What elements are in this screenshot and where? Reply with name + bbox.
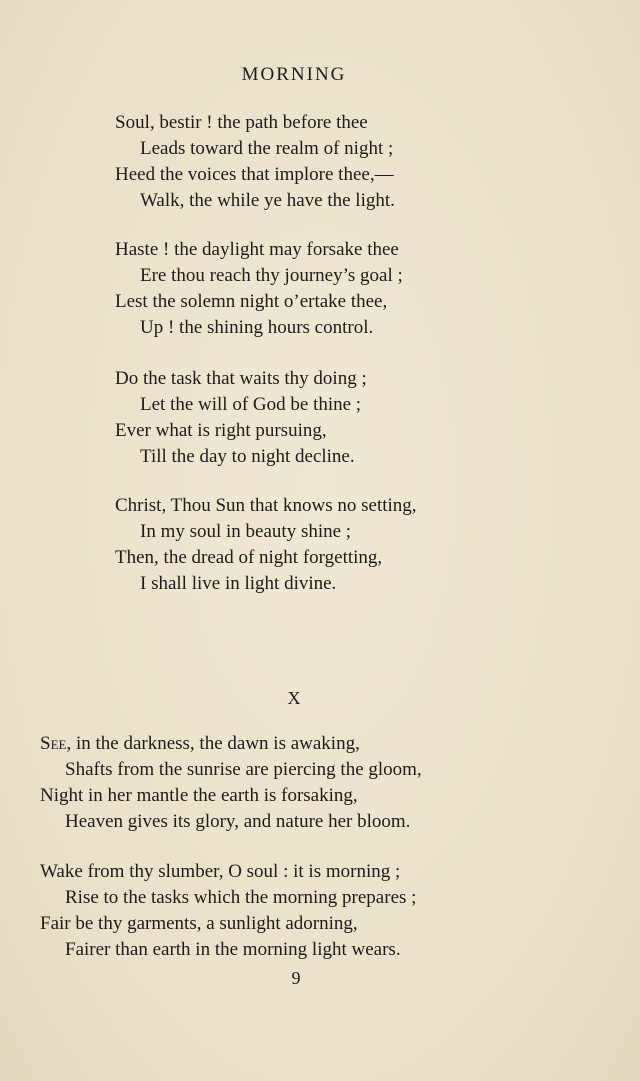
verse-line: Haste ! the daylight may forsake thee [115,239,399,260]
verse-line: Till the day to night decline. [140,446,355,467]
verse-line: Night in her mantle the earth is forsaking, [40,785,358,806]
poem-two-stanza-1 [40,731,422,835]
poem-one-stanza-2 [115,237,403,341]
poem-two-stanza-2 [40,859,416,963]
page-number: 9 [291,968,301,988]
verse-line: Wake from thy slumber, O soul : it is morning ; [40,861,401,882]
verse-line: Fair be thy garments, a sunlight adorning, [40,913,358,934]
verse-line-rest: in the darkness, the dawn is awaking, [71,733,360,754]
poem-one-stanza-1 [115,110,395,214]
verse-line: Let the will of God be thine ; [140,394,362,415]
verse-line: Shafts from the sunrise are piercing the gloom, [65,759,422,780]
verse-line: Lest the solemn night o’ertake thee, [115,291,388,312]
page-heading: MORNING [241,64,347,85]
verse-line: Walk, the while ye have the light. [140,190,395,211]
verse-line: Do the task that waits thy doing ; [115,368,367,389]
verse-line: Heed the voices that implore thee,— [115,164,394,185]
verse-line: Ere thou reach thy journey’s goal ; [140,265,403,286]
verse-line: Fairer than earth in the morning light wears. [65,939,401,960]
verse-line: Ever what is right pursuing, [115,420,327,441]
poem-one-stanza-3 [115,366,367,470]
section-number: X [287,688,301,708]
verse-line: In my soul in beauty shine ; [140,521,352,542]
verse-line: Christ, Thou Sun that knows no setting, [115,495,417,516]
verse-line: Then, the dread of night forgetting, [115,547,383,568]
verse-line: Up ! the shining hours control. [140,317,374,338]
verse-line: I shall live in light divine. [140,573,337,594]
poem-one-stanza-4 [115,493,417,597]
verse-line: Leads toward the realm of night ; [140,138,394,159]
opening-word: See, [40,733,72,754]
verse-line: Rise to the tasks which the morning prepares ; [65,887,417,908]
verse-line: Heaven gives its glory, and nature her bloom. [65,811,411,832]
verse-line [40,731,422,757]
verse-line: Soul, bestir ! the path before thee [115,112,368,133]
